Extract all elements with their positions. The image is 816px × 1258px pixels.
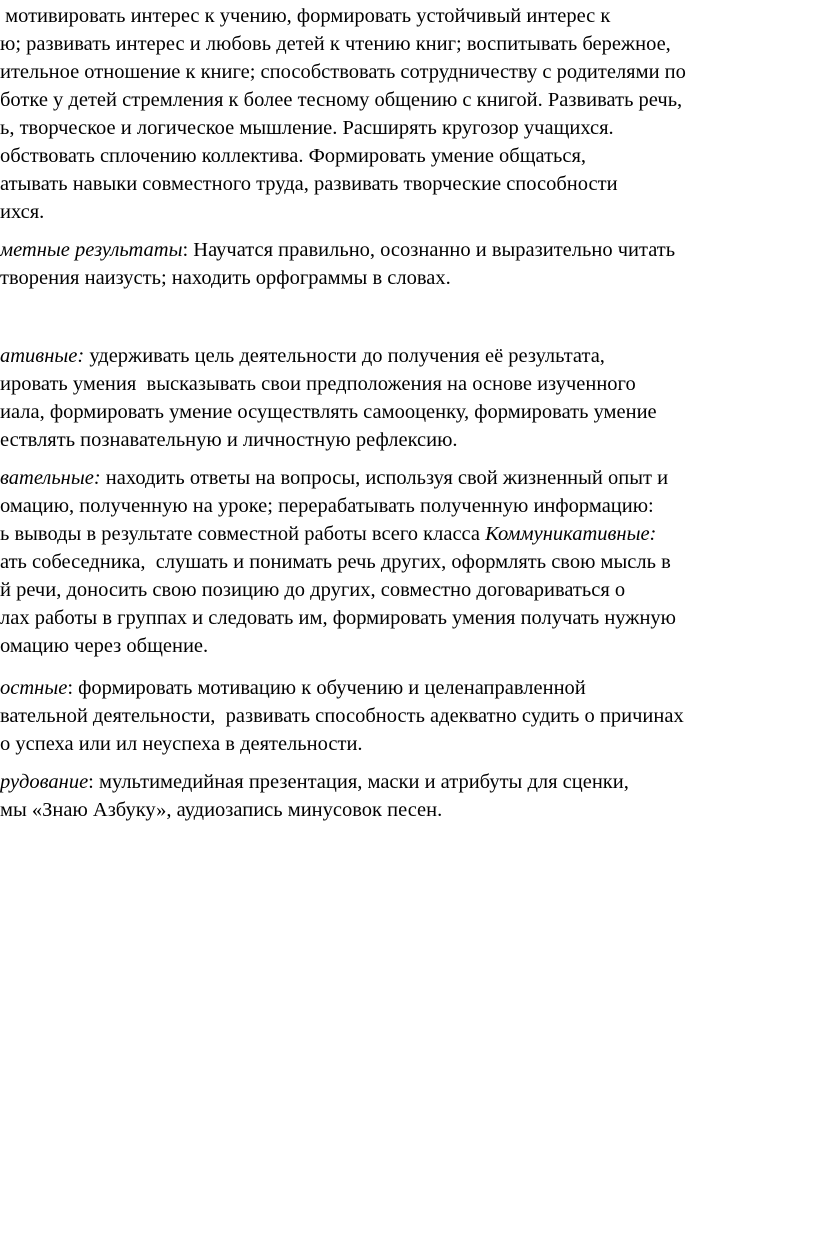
communicative-line-2: й речи, доносить свою позицию до других, совместно договариваться о <box>0 579 626 601</box>
personal-line-2: вательной деятельности, развивать способность адекватно судить о причинах <box>0 705 684 727</box>
communicative-line-1: ать собеседника, слушать и понимать речь других, оформлять свою мысль в <box>0 551 671 573</box>
goals-line-7: атывать навыки совместного труда, развивать творческие способности <box>0 173 618 195</box>
communicative-label: Коммуникативные: <box>485 523 657 545</box>
subject-results-text: : Научатся правильно, осознанно и выразительно читать <box>182 239 676 261</box>
personal-line-3: о успеха или ил неуспеха в деятельности. <box>0 733 363 755</box>
equipment-line-1 <box>0 770 629 794</box>
regulative-label: ативные: <box>0 345 85 367</box>
goals-line-6: обствовать сплочению коллектива. Формировать умение общаться, <box>0 145 587 167</box>
personal-line-1 <box>0 676 586 700</box>
cognitive-line-3 <box>0 522 656 546</box>
goals-line-1: мотивировать интерес к учению, формировать устойчивый интерес к <box>0 5 611 27</box>
regulative-line-1 <box>0 344 605 368</box>
cognitive-line-1 <box>0 466 668 490</box>
communicative-line-3: лах работы в группах и следовать им, формировать умения получать нужную <box>0 607 676 629</box>
regulative-text: удерживать цель деятельности до получения её результата, <box>84 345 605 367</box>
regulative-line-2: ировать умения высказывать свои предположения на основе изученного <box>0 373 636 395</box>
communicative-line-4: омацию через общение. <box>0 635 209 657</box>
equipment-text: : мультимедийная презентация, маски и атрибуты для сценки, <box>88 771 629 793</box>
goals-line-3: ительное отношение к книге; способствовать сотрудничеству с родителями по <box>0 61 686 83</box>
personal-text: : формировать мотивацию к обучению и целенаправленной <box>67 677 586 699</box>
subject-results-line-1 <box>0 238 675 262</box>
equipment-label: рудование <box>0 771 89 793</box>
cognitive-text: находить ответы на вопросы, используя свой жизненный опыт и <box>100 467 669 489</box>
personal-label: остные <box>0 677 68 699</box>
regulative-line-4: ествлять познавательную и личностную рефлексию. <box>0 429 458 451</box>
goals-line-4: ботке у детей стремления к более тесному общению с книгой. Развивать речь, <box>0 89 683 111</box>
goals-line-8: ихся. <box>0 201 45 223</box>
regulative-line-3: иала, формировать умение осуществлять самооценку, формировать умение <box>0 401 657 423</box>
cognitive-line-3-text: ь выводы в результате совместной работы всего класса <box>0 523 486 545</box>
cognitive-line-2: омацию, полученную на уроке; перерабатывать полученную информацию: <box>0 495 654 517</box>
subject-results-line-2: творения наизусть; находить орфограммы в словах. <box>0 267 451 289</box>
equipment-line-2: мы «Знаю Азбуку», аудиозапись минусовок песен. <box>0 799 443 821</box>
cognitive-label: вательные: <box>0 467 101 489</box>
goals-line-2: ю; развивать интерес и любовь детей к чтению книг; воспитывать бережное, <box>0 33 671 55</box>
subject-results-label: метные результаты <box>0 239 183 261</box>
goals-line-5: ь, творческое и логическое мышление. Расширять кругозор учащихся. <box>0 117 614 139</box>
